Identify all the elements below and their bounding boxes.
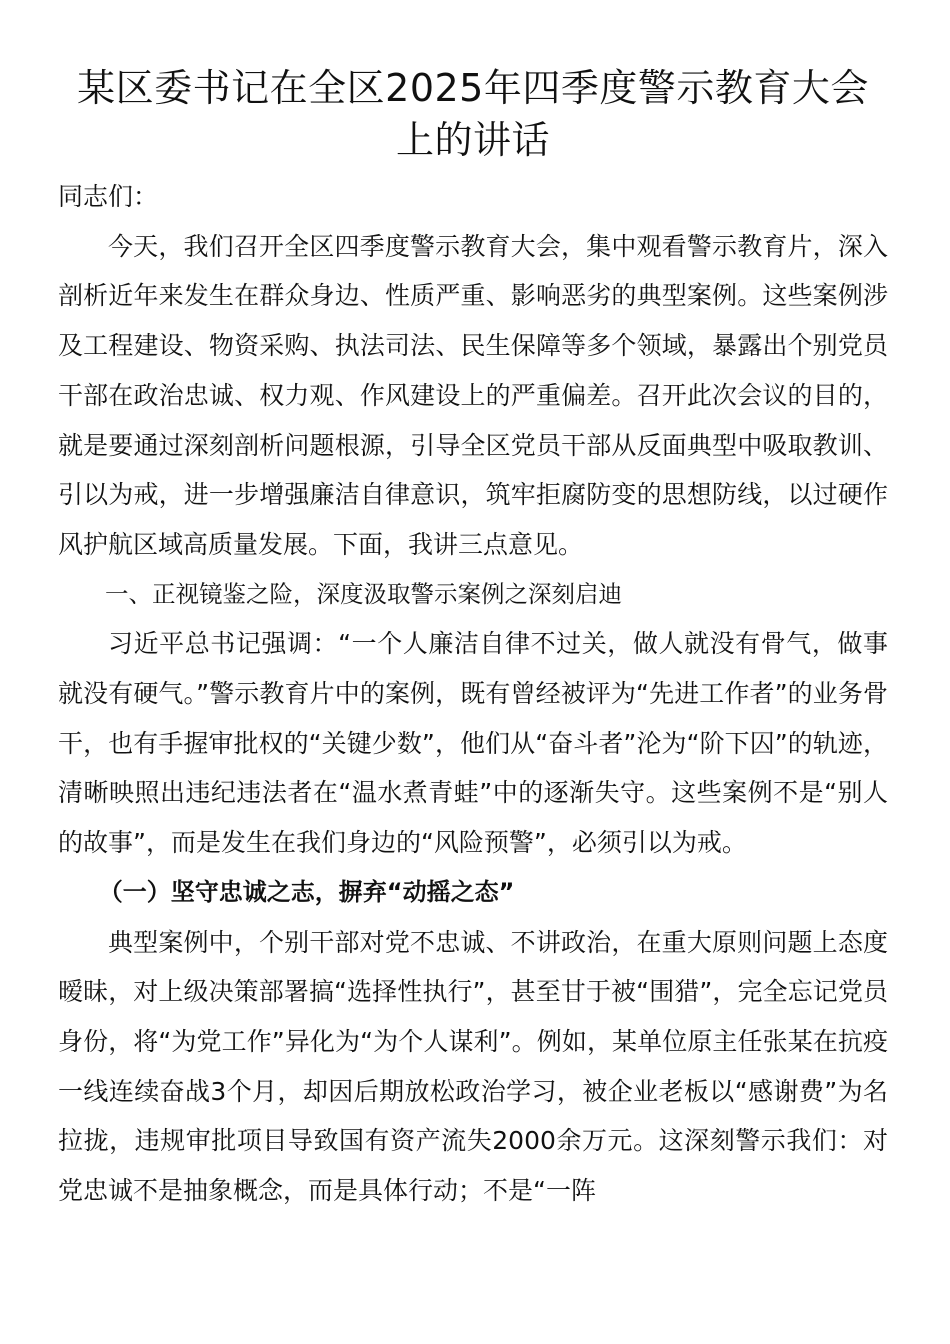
document-title: 某区委书记在全区2025年四季度警示教育大会上的讲话 xyxy=(77,66,869,162)
document-page xyxy=(58,62,888,1216)
subsection-1-heading: （一）坚守忠诚之志，摒弃“动摇之态” xyxy=(98,877,515,906)
section-1-paragraph: 习近平总书记强调：“一个人廉洁自律不过关，做人就没有骨气，做事就没有硬气。”警示教育片中的案例，既有曾经被评为“先进工作者”的业务骨干，也有手握审批权的“关键少数”，他们从“奋斗者”沦为“阶下囚”的轨迹，清晰映照出违纪违法者在“温水煮青蛙”中的逐渐失守。这些案例不是“别人的故事”，而是发生在我们身边的“风险预警”，必须引以为戒。 xyxy=(58,629,888,858)
salutation: 同志们： xyxy=(58,182,159,211)
document-body xyxy=(58,172,888,1216)
subsection-1-paragraph: 典型案例中，个别干部对党不忠诚、不讲政治，在重大原则问题上态度暧昧，对上级决策部署搞“选择性执行”，甚至甘于被“围猎”，完全忘记党员身份，将“为党工作”异化为“为个人谋利”。例如，某单位原主任张某在抗疫一线连续奋战3个月，却因后期放松政治学习，被企业老板以“感谢费”为名拉拢，违规审批项目导致国有资产流失2000余万元。这深刻警示我们：对党忠诚不是抽象概念，而是具体行动；不是“一阵 xyxy=(58,927,888,1206)
section-1-heading: 一、正视镜鉴之险，深度汲取警示案例之深刻启迪 xyxy=(105,579,622,608)
intro-paragraph: 今天，我们召开全区四季度警示教育大会，集中观看警示教育片，深入剖析近年来发生在群众身边、性质严重、影响恶劣的典型案例。这些案例涉及工程建设、物资采购、执法司法、民生保障等多个领域，暴露出个别党员干部在政治忠诚、权力观、作风建设上的严重偏差。召开此次会议的目的，就是要通过深刻剖析问题根源，引导全区党员干部从反面典型中吸取教训、引以为戒，进一步增强廉洁自律意识，筑牢拒腐防变的思想防线，以过硬作风护航区域高质量发展。下面，我讲三点意见。 xyxy=(58,231,888,559)
